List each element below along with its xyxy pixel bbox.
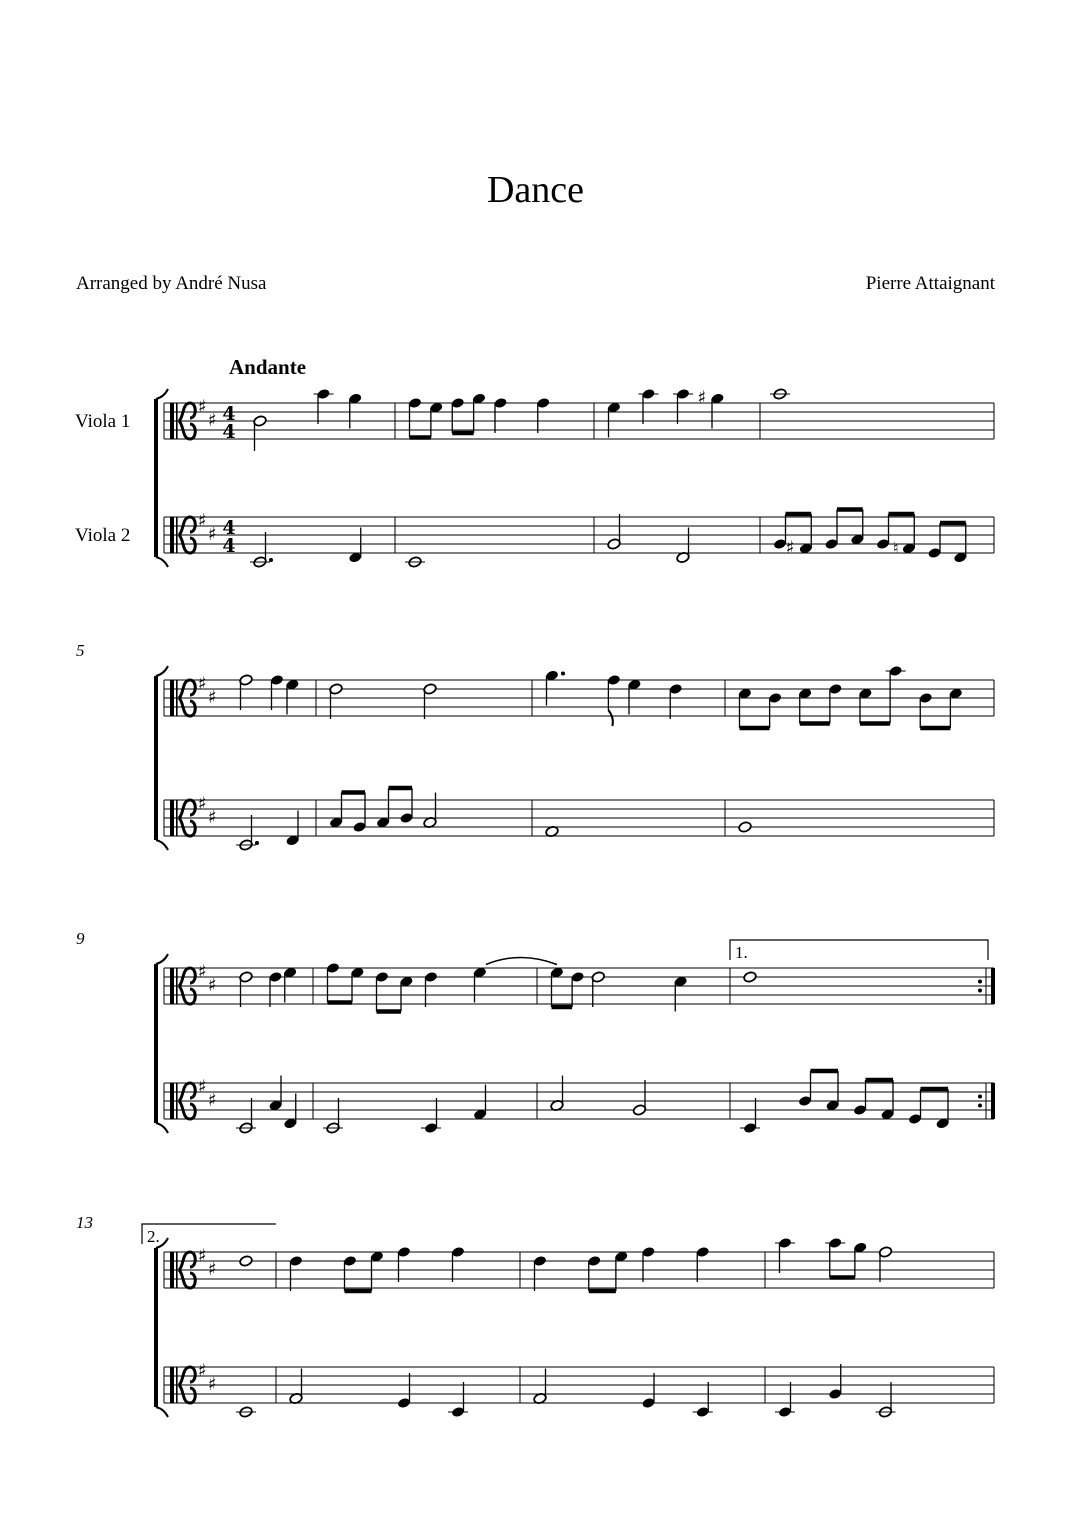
sharp-icon: ♯ — [198, 673, 207, 695]
time-signature-denominator: 4 — [222, 535, 236, 557]
alto-clef-icon — [170, 517, 174, 553]
volta-bracket — [142, 1224, 276, 1244]
system-4 — [76, 1213, 994, 1418]
notehead — [738, 821, 752, 833]
system-3 — [76, 929, 995, 1134]
final-repeat-barline — [991, 968, 995, 1004]
arranger-credit: Arranged by André Nusa — [76, 273, 267, 294]
piece-title: Dance — [486, 169, 585, 211]
measure-number: 13 — [76, 1213, 93, 1232]
time-signature-numerator: 4 — [222, 517, 236, 539]
dot — [269, 558, 273, 562]
sharp-icon: ♯ — [208, 410, 217, 431]
staff-viola-2 — [164, 517, 994, 553]
staff-viola-2 — [164, 800, 994, 836]
sharp-icon: ♯ — [198, 1360, 207, 1382]
time-signature-numerator: 4 — [222, 403, 236, 425]
repeat-dot — [978, 1104, 982, 1108]
dot — [561, 672, 565, 676]
sharp-icon: ♯ — [198, 793, 207, 815]
sharp-icon: ♯ — [198, 1076, 207, 1098]
staff-viola-1 — [164, 403, 994, 439]
notehead — [239, 1255, 253, 1267]
alto-clef-icon — [176, 1252, 178, 1288]
bracket-bottom-icon — [156, 1123, 168, 1133]
alto-clef-icon — [176, 800, 178, 836]
volta-label: 2. — [147, 1227, 160, 1246]
alto-clef-icon — [170, 403, 174, 439]
sharp-icon: ♯ — [697, 387, 707, 409]
bracket-bottom-icon — [156, 557, 168, 567]
alto-clef-icon — [170, 1367, 174, 1403]
sharp-icon: ♯ — [208, 975, 217, 996]
alto-clef-icon — [176, 403, 178, 439]
notehead — [743, 971, 757, 983]
bracket-bottom-icon — [156, 840, 168, 850]
alto-clef-icon — [170, 800, 174, 836]
sharp-icon: ♯ — [208, 524, 217, 545]
repeat-dot — [978, 989, 982, 993]
sharp-icon: ♯ — [208, 807, 217, 828]
tie — [486, 958, 557, 965]
alto-clef-icon — [170, 1083, 174, 1119]
staff-viola-2 — [164, 1083, 994, 1119]
alto-clef-icon — [170, 1252, 174, 1288]
staff-viola-2 — [164, 1367, 994, 1403]
flag — [608, 710, 613, 726]
bracket-top-icon — [156, 954, 168, 964]
sharp-icon: ♯ — [198, 396, 207, 418]
time-signature-denominator: 4 — [222, 421, 236, 443]
instrument-name: Viola 2 — [75, 525, 131, 546]
volta-label: 1. — [735, 943, 748, 962]
repeat-dot — [978, 980, 982, 984]
final-repeat-barline — [991, 1083, 995, 1119]
system-1 — [75, 355, 994, 568]
sharp-icon: ♯ — [198, 510, 207, 532]
dot — [255, 841, 259, 845]
sharp-icon: ♯ — [208, 1374, 217, 1395]
bracket-bottom-icon — [156, 1407, 168, 1417]
repeat-dot — [978, 1095, 982, 1099]
measure-number: 9 — [76, 929, 85, 948]
volta-bracket — [730, 940, 988, 960]
sharp-icon: ♯ — [198, 961, 207, 983]
sharp-icon: ♯ — [198, 1245, 207, 1267]
sharp-icon: ♯ — [785, 537, 795, 559]
sharp-icon: ♯ — [208, 1090, 217, 1111]
sharp-icon: ♯ — [208, 1259, 217, 1280]
instrument-name: Viola 1 — [75, 411, 131, 432]
system-2 — [76, 641, 994, 851]
alto-clef-icon — [170, 680, 174, 716]
sharp-icon: ♯ — [208, 687, 217, 708]
tempo-marking: Andante — [229, 355, 307, 379]
natural-icon: ♮ — [892, 538, 899, 558]
alto-clef-icon — [176, 680, 178, 716]
bracket-top-icon — [156, 389, 168, 399]
bracket-top-icon — [156, 666, 168, 676]
staff-viola-1 — [164, 1252, 994, 1288]
measure-number: 5 — [76, 641, 85, 660]
alto-clef-icon — [176, 1083, 178, 1119]
alto-clef-icon — [176, 1367, 178, 1403]
alto-clef-icon — [176, 517, 178, 553]
alto-clef-icon — [176, 968, 178, 1004]
alto-clef-icon — [170, 968, 174, 1004]
composer-credit: Pierre Attaignant — [865, 273, 995, 294]
